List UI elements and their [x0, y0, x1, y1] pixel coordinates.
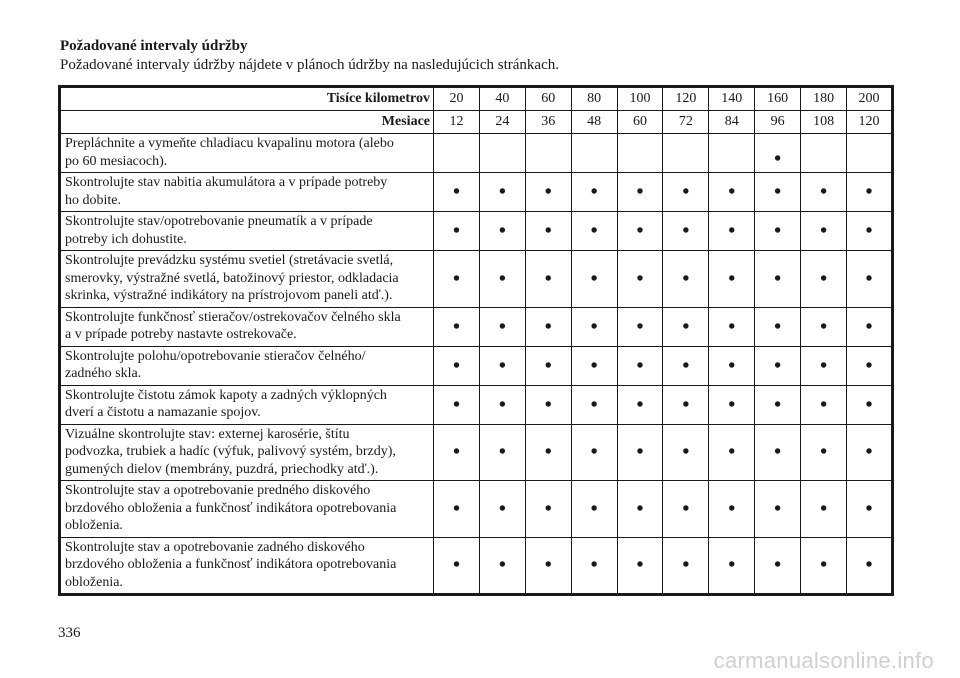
interval-cell	[479, 212, 525, 251]
km-interval-cell: 80	[571, 87, 617, 111]
task-description	[60, 134, 434, 173]
table-row	[60, 424, 893, 481]
interval-cell	[663, 424, 709, 481]
interval-cell	[847, 537, 893, 595]
task-description-line: brzdového obloženia a funkčnosť indikátora opotrebovania	[65, 500, 397, 516]
task-description	[60, 251, 434, 308]
maintenance-bullet: •	[682, 181, 690, 203]
task-description	[60, 212, 434, 251]
task-description-line: skrinka, výstražné indikátory na prístrojovom paneli atď.).	[65, 288, 393, 303]
interval-cell	[525, 424, 571, 481]
task-description-line: Skontrolujte stav a opotrebovanie predného diskového	[65, 483, 371, 498]
maintenance-bullet: •	[590, 315, 598, 338]
maintenance-bullet: •	[452, 497, 460, 520]
interval-cell	[709, 307, 755, 346]
interval-cell	[525, 307, 571, 346]
maintenance-bullet: •	[820, 441, 828, 464]
task-description-line: brzdového obloženia a funkčnosť indikátora opotrebovania	[65, 557, 397, 572]
months-interval-cell: 84	[709, 111, 755, 134]
interval-cell	[801, 537, 847, 595]
interval-cell	[571, 346, 617, 385]
interval-cell	[801, 346, 847, 385]
interval-cell	[434, 251, 480, 308]
interval-cell	[847, 481, 893, 538]
maintenance-bullet: •	[865, 393, 873, 416]
interval-cell	[709, 424, 755, 481]
task-description	[60, 173, 434, 212]
interval-cell	[663, 251, 709, 308]
interval-cell	[479, 385, 525, 424]
interval-cell	[525, 251, 571, 308]
months-interval-cell: 72	[663, 111, 709, 134]
page-number: 336	[58, 625, 81, 641]
interval-cell	[801, 385, 847, 424]
interval-cell	[755, 537, 801, 595]
task-description-line: podvozka, trubiek a hadíc (výfuk, palivový systém, brzdy),	[65, 444, 396, 459]
interval-cell	[434, 307, 480, 346]
maintenance-bullet: •	[590, 441, 598, 464]
maintenance-bullet: •	[636, 393, 644, 416]
table-row	[60, 212, 893, 251]
maintenance-bullet: •	[682, 393, 690, 416]
maintenance-bullet: •	[544, 181, 552, 203]
interval-cell	[847, 307, 893, 346]
task-description-line: Skontrolujte funkčnosť stieračov/ostrekovačov čelného skla	[65, 309, 401, 325]
interval-cell	[434, 346, 480, 385]
km-interval-cell: 140	[709, 87, 755, 111]
interval-cell	[479, 346, 525, 385]
maintenance-bullet: •	[728, 181, 736, 203]
task-description-line: Skontrolujte čistotu zámok kapoty a zadných výklopných	[65, 387, 387, 403]
interval-cell	[434, 134, 480, 173]
interval-cell	[801, 481, 847, 538]
interval-cell	[709, 173, 755, 212]
maintenance-bullet: •	[820, 554, 828, 577]
interval-cell	[479, 481, 525, 538]
maintenance-bullet: •	[820, 393, 828, 416]
interval-cell	[663, 537, 709, 595]
interval-cell	[663, 173, 709, 212]
interval-cell	[801, 307, 847, 346]
maintenance-bullet: •	[544, 393, 552, 416]
interval-cell	[617, 424, 663, 481]
maintenance-bullet: •	[498, 393, 506, 416]
task-description-line: Prepláchnite a vymeňte chladiacu kvapalinu motora (alebo	[65, 136, 394, 151]
interval-cell	[525, 346, 571, 385]
maintenance-bullet: •	[590, 554, 598, 577]
task-description-line: po 60 mesiacoch).	[65, 153, 168, 169]
interval-cell	[709, 251, 755, 308]
task-description-line: dverí a čistotu a namazanie spojov.	[65, 405, 261, 420]
interval-cell	[525, 385, 571, 424]
km-interval-cell: 60	[525, 87, 571, 111]
maintenance-bullet: •	[498, 181, 506, 203]
interval-cell	[663, 385, 709, 424]
interval-cell	[571, 385, 617, 424]
maintenance-bullet: •	[820, 497, 828, 520]
maintenance-bullet: •	[498, 315, 506, 338]
months-interval-cell: 48	[571, 111, 617, 134]
interval-cell	[847, 134, 893, 173]
interval-cell	[663, 481, 709, 538]
task-description-line: Skontrolujte stav a opotrebovanie zadného diskového	[65, 539, 365, 555]
interval-cell	[617, 346, 663, 385]
interval-cell	[709, 346, 755, 385]
maintenance-bullet: •	[774, 441, 782, 464]
maintenance-bullet: •	[544, 354, 552, 377]
maintenance-bullet: •	[774, 267, 782, 290]
interval-cell	[755, 307, 801, 346]
maintenance-bullet: •	[590, 267, 598, 290]
interval-cell	[479, 424, 525, 481]
interval-cell	[617, 173, 663, 212]
km-header-row	[60, 87, 893, 111]
interval-cell	[617, 134, 663, 173]
maintenance-bullet: •	[636, 220, 644, 242]
maintenance-bullet: •	[728, 441, 736, 464]
interval-cell	[755, 134, 801, 173]
section-heading: Požadované intervaly údržby	[60, 38, 248, 54]
interval-cell	[525, 212, 571, 251]
table-row	[60, 307, 893, 346]
months-header-row	[60, 111, 893, 134]
task-description-line: smerovky, výstražné svetlá, batožinový priestor, odkladacia	[65, 270, 399, 286]
interval-cell	[663, 346, 709, 385]
task-description-line: ho dobite.	[65, 192, 121, 208]
maintenance-bullet: •	[728, 393, 736, 416]
interval-cell	[847, 212, 893, 251]
interval-cell	[617, 212, 663, 251]
maintenance-bullet: •	[498, 441, 506, 464]
maintenance-bullet: •	[820, 354, 828, 377]
maintenance-bullet: •	[728, 354, 736, 377]
km-header-label: Tisíce kilometrov	[60, 87, 434, 111]
km-interval-cell: 120	[663, 87, 709, 111]
interval-cell	[847, 251, 893, 308]
interval-cell	[617, 251, 663, 308]
maintenance-bullet: •	[820, 315, 828, 338]
table-row	[60, 385, 893, 424]
maintenance-bullet: •	[590, 393, 598, 416]
maintenance-bullet: •	[452, 393, 460, 416]
months-interval-cell: 96	[755, 111, 801, 134]
task-description-line: obloženia.	[65, 518, 123, 533]
interval-cell	[617, 481, 663, 538]
task-description-line: Skontrolujte stav nabitia akumulátora a v prípade potreby	[65, 175, 388, 190]
interval-cell	[709, 481, 755, 538]
maintenance-bullet: •	[774, 497, 782, 520]
interval-cell	[617, 537, 663, 595]
maintenance-bullet: •	[865, 354, 873, 377]
interval-cell	[479, 251, 525, 308]
maintenance-bullet: •	[865, 315, 873, 338]
task-description-line: potreby ich dohustite.	[65, 231, 187, 247]
task-description-line: a v prípade potreby nastavte ostrekovače.	[65, 327, 297, 342]
interval-cell	[663, 212, 709, 251]
maintenance-bullet: •	[865, 220, 873, 242]
maintenance-bullet: •	[682, 220, 690, 242]
maintenance-bullet: •	[636, 267, 644, 290]
interval-cell	[525, 173, 571, 212]
interval-cell	[801, 173, 847, 212]
maintenance-bullet: •	[682, 354, 690, 377]
task-description	[60, 385, 434, 424]
table-row	[60, 346, 893, 385]
maintenance-bullet: •	[590, 497, 598, 520]
maintenance-bullet: •	[774, 393, 782, 416]
maintenance-bullet: •	[728, 220, 736, 242]
months-interval-cell: 36	[525, 111, 571, 134]
table-row	[60, 537, 893, 595]
interval-cell	[434, 537, 480, 595]
interval-cell	[847, 346, 893, 385]
interval-cell	[479, 307, 525, 346]
maintenance-bullet: •	[774, 220, 782, 242]
interval-cell	[847, 385, 893, 424]
interval-cell	[479, 173, 525, 212]
task-description	[60, 481, 434, 538]
maintenance-bullet: •	[820, 267, 828, 290]
interval-cell	[847, 173, 893, 212]
interval-cell	[755, 424, 801, 481]
maintenance-bullet: •	[865, 554, 873, 577]
interval-cell	[801, 212, 847, 251]
interval-cell	[571, 173, 617, 212]
months-interval-cell: 12	[434, 111, 480, 134]
km-interval-cell: 180	[801, 87, 847, 111]
interval-cell	[709, 537, 755, 595]
months-interval-cell: 120	[847, 111, 893, 134]
maintenance-bullet: •	[820, 181, 828, 203]
maintenance-bullet: •	[452, 220, 460, 242]
interval-cell	[755, 173, 801, 212]
maintenance-bullet: •	[544, 554, 552, 577]
maintenance-bullet: •	[498, 497, 506, 520]
months-interval-cell: 108	[801, 111, 847, 134]
interval-cell	[571, 424, 617, 481]
interval-cell	[617, 385, 663, 424]
months-interval-cell: 24	[479, 111, 525, 134]
maintenance-bullet: •	[728, 315, 736, 338]
maintenance-schedule-table	[58, 85, 894, 596]
interval-cell	[755, 481, 801, 538]
interval-cell	[709, 134, 755, 173]
maintenance-bullet: •	[498, 267, 506, 290]
maintenance-bullet: •	[865, 181, 873, 203]
maintenance-bullet: •	[728, 267, 736, 290]
table-row	[60, 251, 893, 308]
task-description	[60, 424, 434, 481]
task-description-line: gumených dielov (membrány, puzdrá, priechodky atď.).	[65, 461, 379, 477]
task-description	[60, 307, 434, 346]
maintenance-bullet: •	[498, 554, 506, 577]
maintenance-bullet: •	[682, 441, 690, 464]
interval-cell	[434, 481, 480, 538]
schedule-body	[60, 134, 893, 595]
maintenance-bullet: •	[452, 181, 460, 203]
maintenance-bullet: •	[452, 267, 460, 290]
maintenance-bullet: •	[452, 554, 460, 577]
interval-cell	[525, 537, 571, 595]
maintenance-bullet: •	[636, 315, 644, 338]
interval-cell	[663, 134, 709, 173]
maintenance-bullet: •	[682, 497, 690, 520]
km-interval-cell: 160	[755, 87, 801, 111]
maintenance-bullet: •	[636, 554, 644, 577]
interval-cell	[755, 212, 801, 251]
interval-cell	[801, 134, 847, 173]
interval-cell	[571, 537, 617, 595]
task-description-line: Skontrolujte prevádzku systému svetiel (stretávacie svetlá,	[65, 253, 394, 268]
task-description-line: Vizuálne skontrolujte stav: externej karosérie, štítu	[65, 426, 350, 442]
months-header-label: Mesiace	[60, 111, 434, 134]
maintenance-bullet: •	[544, 441, 552, 464]
maintenance-bullet: •	[774, 354, 782, 377]
maintenance-bullet: •	[636, 497, 644, 520]
km-interval-cell: 40	[479, 87, 525, 111]
maintenance-bullet: •	[544, 315, 552, 338]
maintenance-bullet: •	[452, 315, 460, 338]
table-row	[60, 481, 893, 538]
intro-text: Požadované intervaly údržby nájdete v plánoch údržby na nasledujúcich stránkach.	[60, 57, 559, 73]
maintenance-bullet: •	[774, 181, 782, 203]
maintenance-bullet: •	[865, 441, 873, 464]
maintenance-bullet: •	[590, 354, 598, 377]
interval-cell	[571, 212, 617, 251]
maintenance-bullet: •	[682, 267, 690, 290]
maintenance-bullet: •	[682, 554, 690, 577]
maintenance-bullet: •	[590, 220, 598, 242]
interval-cell	[525, 134, 571, 173]
task-description-line: zadného skla.	[65, 366, 142, 381]
maintenance-bullet: •	[728, 497, 736, 520]
interval-cell	[571, 134, 617, 173]
interval-cell	[755, 346, 801, 385]
km-interval-cell: 20	[434, 87, 480, 111]
km-interval-cell: 200	[847, 87, 893, 111]
interval-cell	[709, 385, 755, 424]
maintenance-bullet: •	[544, 497, 552, 520]
interval-cell	[479, 537, 525, 595]
maintenance-bullet: •	[774, 554, 782, 577]
maintenance-bullet: •	[728, 554, 736, 577]
interval-cell	[571, 307, 617, 346]
maintenance-bullet: •	[636, 354, 644, 377]
maintenance-bullet: •	[590, 181, 598, 203]
maintenance-bullet: •	[452, 354, 460, 377]
interval-cell	[434, 173, 480, 212]
maintenance-bullet: •	[865, 267, 873, 290]
interval-cell	[571, 251, 617, 308]
interval-cell	[525, 481, 571, 538]
maintenance-bullet: •	[820, 220, 828, 242]
interval-cell	[617, 307, 663, 346]
months-interval-cell: 60	[617, 111, 663, 134]
maintenance-bullet: •	[682, 315, 690, 338]
interval-cell	[434, 424, 480, 481]
interval-cell	[755, 385, 801, 424]
maintenance-bullet: •	[636, 181, 644, 203]
interval-cell	[709, 212, 755, 251]
km-interval-cell: 100	[617, 87, 663, 111]
interval-cell	[801, 424, 847, 481]
task-description	[60, 537, 434, 595]
watermark-text: carmanualsonline.info	[713, 648, 934, 673]
maintenance-bullet: •	[774, 148, 782, 170]
maintenance-bullet: •	[636, 441, 644, 464]
task-description-line: Skontrolujte stav/opotrebovanie pneumatík a v prípade	[65, 214, 373, 229]
interval-cell	[434, 212, 480, 251]
interval-cell	[801, 251, 847, 308]
interval-cell	[571, 481, 617, 538]
task-description	[60, 346, 434, 385]
interval-cell	[479, 134, 525, 173]
maintenance-bullet: •	[865, 497, 873, 520]
maintenance-bullet: •	[452, 441, 460, 464]
task-description-line: Skontrolujte polohu/opotrebovanie stieračov čelného/	[65, 348, 366, 364]
interval-cell	[847, 424, 893, 481]
interval-cell	[434, 385, 480, 424]
maintenance-bullet: •	[544, 220, 552, 242]
interval-cell	[663, 307, 709, 346]
maintenance-bullet: •	[498, 220, 506, 242]
table-row	[60, 134, 893, 173]
maintenance-bullet: •	[544, 267, 552, 290]
interval-cell	[755, 251, 801, 308]
maintenance-bullet: •	[498, 354, 506, 377]
maintenance-bullet: •	[774, 315, 782, 338]
table-row	[60, 173, 893, 212]
task-description-line: obloženia.	[65, 574, 123, 590]
